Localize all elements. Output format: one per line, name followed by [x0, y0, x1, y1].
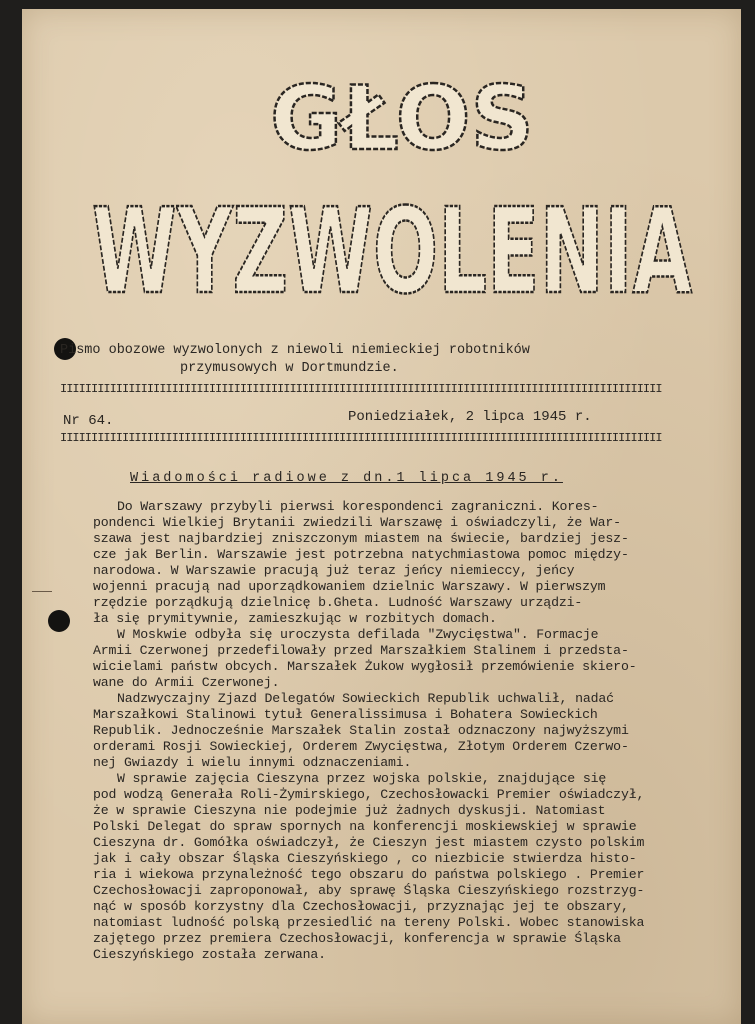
publication-subtitle [60, 342, 620, 378]
divider-rule-bottom: IIIIIIIIIIIIIIIIIIIIIIIIIIIIIIIIIIIIIIIIIIIIIIIIIIIIIIIIIIIIIIIIIIIIIIIIIIIIIIIIIIIIIIIIIIIIIIIII [60, 432, 662, 444]
article-line: pondenci Wielkiej Brytanii zwiedzili Warszawę i oświadczyli, że War- [93, 515, 621, 530]
article-line: Cieszyna dr. Gomółka oświadczył, że Cieszyn jest miastem czysto polskim [93, 835, 645, 850]
article-line: nąć w sposób korzystny dla Czechosłowacji, przyznając jej te obszary, [93, 899, 629, 914]
newspaper-page [22, 9, 741, 1024]
article-line: ła się prymitywnie, zamieszkując w rozbitych domach. [93, 611, 497, 626]
article-line: Republik. Jednocześnie Marszałek Stalin został odznaczony najwyższymi [93, 723, 629, 738]
article-line: Nadzwyczajny Zjazd Delegatów Sowieckich Republik uchwalił, nadać [117, 691, 614, 706]
article-paragraph [93, 627, 713, 691]
article-line: natomiast ludność polską przesiedlić na tereny Polski. Wobec stanowiska [93, 915, 645, 930]
article-line: że w sprawie Cieszyna nie podejmie już żadnych dyskusji. Natomiast [93, 803, 606, 818]
article-body [93, 499, 713, 963]
article-paragraph [93, 691, 713, 771]
subtitle-line-2: przymusowych w Dortmundzie. [180, 361, 399, 376]
article-line: W sprawie zajęcia Cieszyna przez wojska polskie, znajdujące się [117, 771, 607, 786]
article-line: W Moskwie odbyła się uroczysta defilada "Zwycięstwa". Formacje [117, 627, 599, 642]
article-line: Czechosłowacji zaproponował, aby sprawę Śląska Cieszyńskiego rozstrzyg- [93, 883, 645, 898]
article-line: Armii Czerwonej przedefilowały przed Marszałkiem Stalinem i przedsta- [93, 643, 629, 658]
margin-mark [32, 591, 52, 592]
article-line: wicielami państw obcych. Marszałek Żukow wygłosił przemówienie skiero- [93, 659, 637, 674]
article-paragraph [93, 499, 713, 627]
article-line: Do Warszawy przybyli pierwsi korespondenci zagraniczni. Kores- [117, 499, 599, 514]
article-line: orderami Rosji Sowieckiej, Orderem Zwycięstwa, Złotym Orderem Czerwo- [93, 739, 629, 754]
punch-hole-bottom [48, 610, 70, 632]
article-line: Cieszyńskiego została zerwana. [93, 947, 326, 962]
article-paragraph [93, 771, 713, 963]
article-line: wane do Armii Czerwonej. [93, 675, 280, 690]
article-line: pod wodzą Generała Roli-Żymirskiego, Czechosłowacki Premier oświadczył, [93, 787, 645, 802]
divider-rule-top: IIIIIIIIIIIIIIIIIIIIIIIIIIIIIIIIIIIIIIIIIIIIIIIIIIIIIIIIIIIIIIIIIIIIIIIIIIIIIIIIIIIIIIIIIIIIIIIII [60, 383, 662, 395]
article-line: cze jak Berlin. Warszawie jest potrzebna natychmiastowa pomoc między- [93, 547, 629, 562]
article-line: zajętego przez premiera Czechosłowacji, konferencja w sprawie Śląska [93, 931, 621, 946]
article-line: jak i cały obszar Śląska Cieszyńskiego , co niezbicie stwierdza histo- [93, 851, 637, 866]
subtitle-line-1: Pismo obozowe wyzwolonych z niewoli niemieckiej robotników [60, 343, 530, 358]
masthead-line2: WYZWOLENIA [92, 182, 692, 320]
article-line: Marszałkowi Stalinowi tytuł Generalissimusa i Bohatera Sowieckich [93, 707, 598, 722]
article-line: Polski Delegat do spraw spornych na konferencji moskiewskiej w sprawie [93, 819, 637, 834]
issue-number: Nr 64. [63, 413, 114, 429]
article-line: nej Gwiazdy i wielu innymi odznaczeniami. [93, 755, 412, 770]
issue-date: Poniedziałek, 2 lipca 1945 r. [348, 409, 592, 425]
masthead-line1: GŁOS [270, 67, 534, 170]
section-heading: Wiadomości radiowe z dn.1 lipca 1945 r. [130, 471, 563, 486]
article-line: szawa jest najbardziej zniszczonym miastem na świecie, bardziej jesz- [93, 531, 629, 546]
article-line: rzędzie porządkują dzielnicę b.Gheta. Ludność Warszawy urządzi- [93, 595, 583, 610]
article-line: narodowa. W Warszawie pracują już teraz jeńcy niemieccy, jeńcy [93, 563, 575, 578]
article-line: ria i wiekowa przynależność tego obszaru do państwa polskiego . Premier [93, 867, 645, 882]
masthead-logo [72, 64, 712, 324]
article-line: wojenni pracują nad uporządkowaniem dzielnic Warszawy. W pierwszym [93, 579, 606, 594]
